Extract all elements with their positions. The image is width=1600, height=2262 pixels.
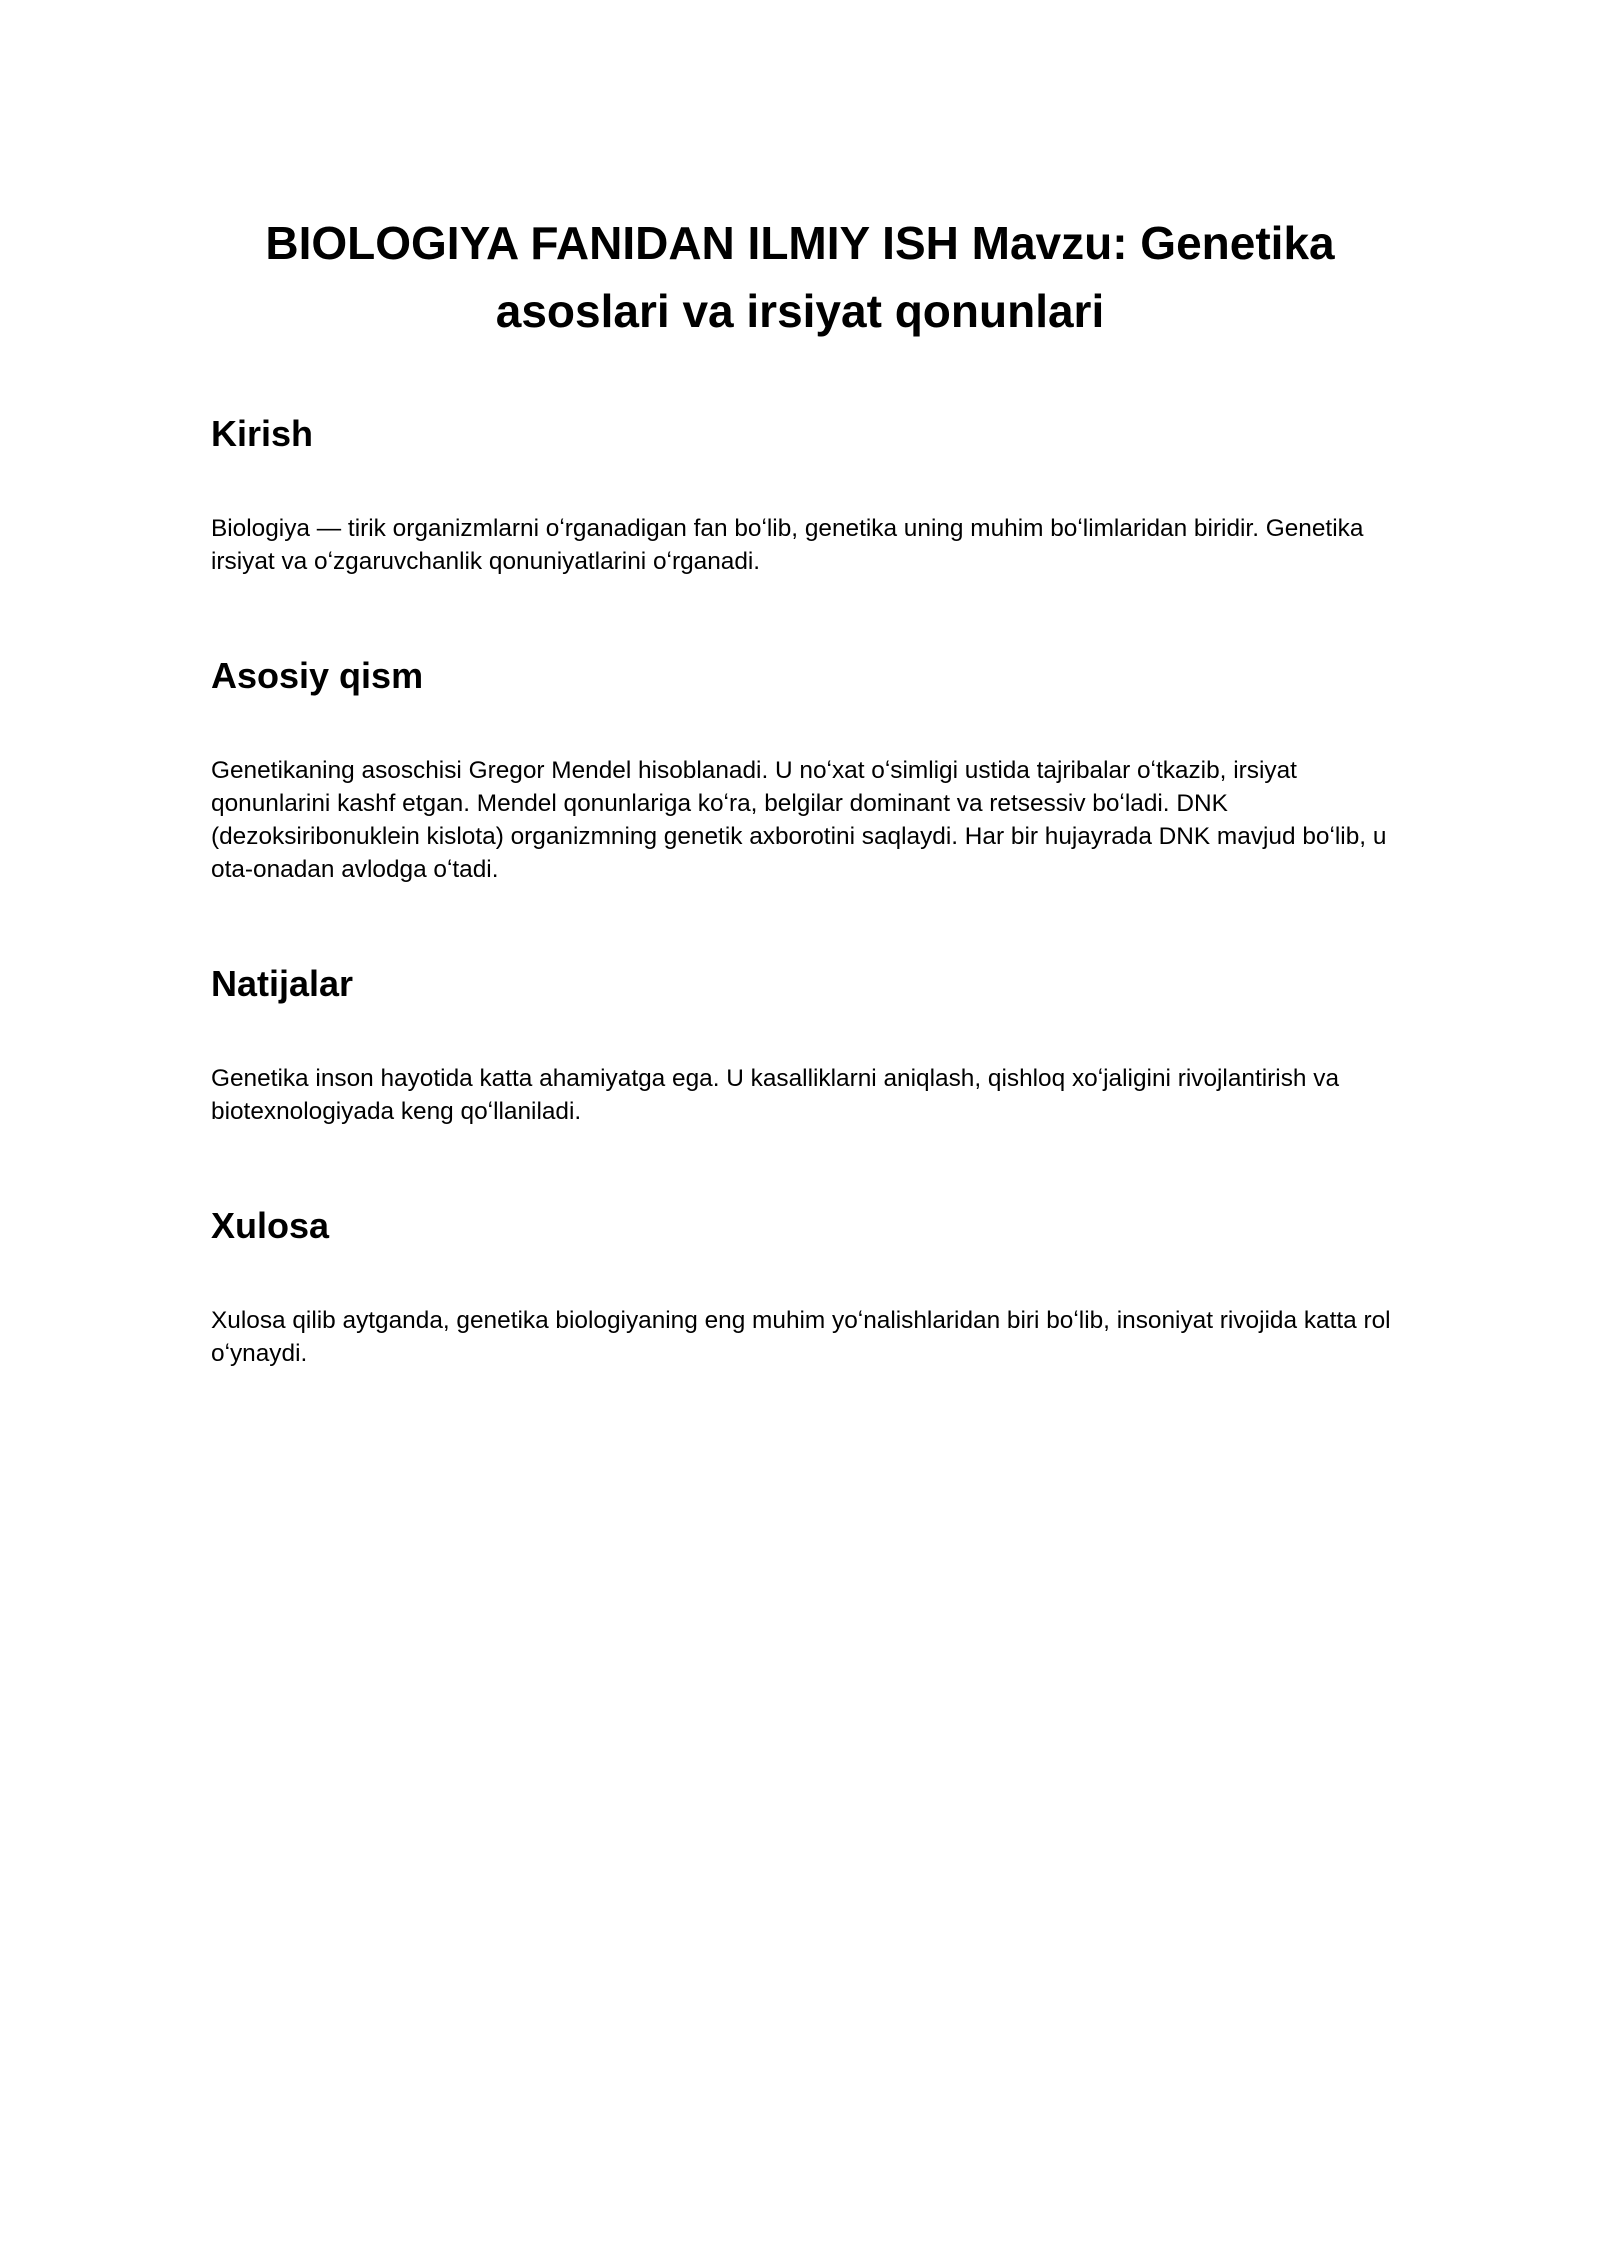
section-heading: Asosiy qism	[211, 655, 424, 696]
section-paragraph: Genetika inson hayotida katta ahamiyatga ega. U kasalliklarni aniqlash, qishloq xoʻjaligini rivojlantirish va biotexnologiyada keng qoʻllaniladi.	[211, 1065, 1340, 1125]
document-title: BIOLOGIYA FANIDAN ILMIY ISH Mavzu: Genetika asoslari va irsiyat qonunlari	[265, 217, 1335, 337]
section-paragraph: Genetikaning asoschisi Gregor Mendel hisoblanadi. U noʻxat oʻsimligi ustida tajribalar oʻtkazib, irsiyat qonunlarini kashf etgan. Mendel qonunlariga koʻra, belgilar dominant va retsessiv boʻladi. DNK (dezoksiribonuklein kislota) organizmning genetik axborotini saqlaydi. Har bir hujayrada DNK mavjud boʻlib, u ota-onadan avlodga oʻtadi.	[211, 757, 1387, 883]
section-paragraph: Biologiya — tirik organizmlarni oʻrganadigan fan boʻlib, genetika uning muhim boʻlimlaridan biridir. Genetika irsiyat va oʻzgaruvchanlik qonuniyatlarini oʻrganadi.	[211, 515, 1364, 575]
section-heading: Xulosa	[211, 1205, 330, 1246]
section-heading: Natijalar	[211, 963, 354, 1004]
document-body	[211, 400, 1401, 1370]
section-asosiy-qism	[211, 642, 1401, 886]
section-natijalar	[211, 950, 1401, 1128]
section-kirish	[211, 400, 1401, 578]
section-heading: Kirish	[211, 413, 314, 454]
section-xulosa	[211, 1192, 1401, 1370]
section-paragraph: Xulosa qilib aytganda, genetika biologiyaning eng muhim yoʻnalishlaridan biri boʻlib, insoniyat rivojida katta rol oʻynaydi.	[211, 1307, 1391, 1367]
